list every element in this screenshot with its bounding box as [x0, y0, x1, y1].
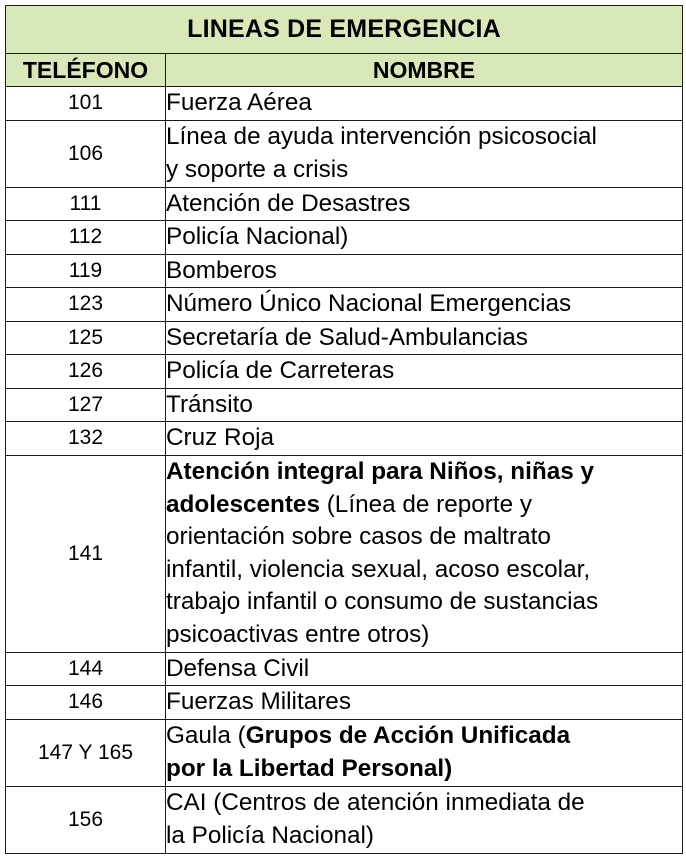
service-name	[166, 120, 683, 187]
table-row	[6, 321, 683, 355]
table-row	[6, 87, 683, 121]
table-row	[6, 786, 683, 853]
table-row	[6, 719, 683, 786]
service-name: Cruz Roja	[166, 422, 683, 456]
table-row	[6, 686, 683, 720]
service-name: Secretaría de Salud-Ambulancias	[166, 321, 683, 355]
name-line: Gaula (	[166, 722, 246, 749]
table-row	[6, 652, 683, 686]
name-line: infantil, violencia sexual, acoso escolar,	[166, 555, 591, 583]
table-row	[6, 355, 683, 389]
phone-number: 112	[6, 221, 166, 255]
service-name: Policía Nacional)	[166, 221, 683, 255]
name-bold-line: Grupos de Acción Unificada	[245, 722, 571, 749]
phone-number: 146	[6, 686, 166, 720]
table-row	[6, 187, 683, 221]
phone-number: 106	[6, 120, 166, 187]
name-line: la Policía Nacional)	[166, 821, 374, 849]
name-bold-line: por la Libertad Personal	[166, 754, 445, 782]
service-name: Defensa Civil	[166, 652, 683, 686]
phone-number: 101	[6, 87, 166, 121]
phone-number: 144	[6, 652, 166, 686]
table-title: LINEAS DE EMERGENCIA	[6, 6, 683, 54]
phone-number: 126	[6, 355, 166, 389]
name-line: trabajo infantil o consumo de sustancias	[166, 588, 599, 615]
name-bold-line: adolescentes	[166, 490, 320, 518]
phone-number: 125	[6, 321, 166, 355]
service-name: Número Único Nacional Emergencias	[166, 288, 683, 322]
service-name	[166, 455, 683, 652]
name-line: orientación sobre casos de maltrato	[166, 523, 551, 550]
phone-number: 147 Y 165	[6, 719, 166, 786]
service-name: Tránsito	[166, 388, 683, 422]
service-name: Atención de Desastres	[166, 187, 683, 221]
name-line: CAI (Centros de atención inmediata de	[166, 789, 585, 816]
table-row	[6, 120, 683, 187]
name-bold-line: Atención integral para Niños, niñas y	[166, 458, 594, 485]
name-bold-line: )	[444, 754, 453, 782]
name-line: (Línea de reporte y	[319, 490, 533, 518]
table-row	[6, 388, 683, 422]
service-name: Policía de Carreteras	[166, 355, 683, 389]
phone-number: 111	[6, 187, 166, 221]
phone-number: 156	[6, 786, 166, 853]
emergency-lines-table	[5, 5, 683, 854]
service-name	[166, 786, 683, 853]
phone-number: 141	[6, 455, 166, 652]
name-line: y soporte a crisis	[166, 155, 349, 183]
service-name: Bomberos	[166, 254, 683, 288]
table-row	[6, 221, 683, 255]
phone-number: 132	[6, 422, 166, 456]
table-row	[6, 288, 683, 322]
phone-number: 119	[6, 254, 166, 288]
phone-number: 127	[6, 388, 166, 422]
service-name: Fuerzas Militares	[166, 686, 683, 720]
service-name: Fuerza Aérea	[166, 87, 683, 121]
table-row	[6, 254, 683, 288]
table-row	[6, 422, 683, 456]
name-line: psicoactivas entre otros)	[166, 620, 430, 648]
phone-number: 123	[6, 288, 166, 322]
header-phone: TELÉFONO	[6, 54, 166, 87]
service-name	[166, 719, 683, 786]
header-name: NOMBRE	[166, 54, 683, 87]
name-line: Línea de ayuda intervención psicosocial	[166, 123, 597, 150]
table-row	[6, 455, 683, 652]
